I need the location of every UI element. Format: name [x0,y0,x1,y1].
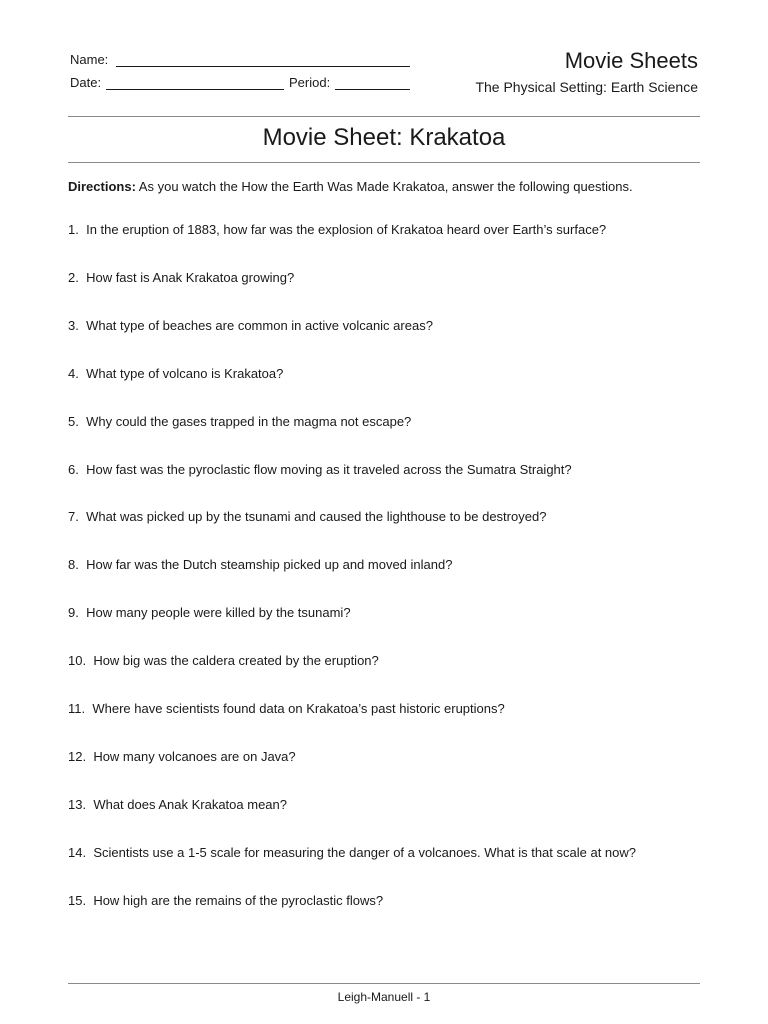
question-text: How fast was the pyroclastic flow moving as it traveled across the Sumatra Straight? [86,461,572,477]
question-item [68,701,505,716]
header-title: Movie Sheets [564,48,698,73]
question-item [68,749,296,764]
question-number: 13. [68,796,87,812]
question-item [68,222,606,237]
header-subtitle: The Physical Setting: Earth Science [475,79,698,95]
question-number: 9. [68,605,79,621]
question-text: What was picked up by the tsunami and caused the lighthouse to be destroyed? [86,509,547,525]
question-number: 5. [68,413,79,429]
question-text: How big was the caldera created by the eruption? [93,653,379,669]
question-item [68,462,572,477]
question-number: 3. [68,317,79,333]
question-text: How high are the remains of the pyroclastic flows? [93,892,384,908]
question-number: 8. [68,557,79,573]
question-number: 14. [68,844,87,860]
question-number: 2. [68,269,79,285]
footer-divider [68,983,700,984]
date-field[interactable] [106,89,284,90]
question-item [68,797,287,812]
question-item [68,605,351,620]
question-number: 10. [68,653,87,669]
directions-label: Directions: [68,179,136,194]
question-item [68,509,546,524]
name-field[interactable] [116,66,410,67]
question-item [68,557,452,572]
period-field[interactable] [335,89,410,90]
name-label: Name: [70,52,109,67]
question-text: What type of beaches are common in active volcanic areas? [86,317,433,333]
title-divider [68,162,700,163]
question-text: How many volcanoes are on Java? [93,748,296,764]
question-text: In the eruption of 1883, how far was the explosion of Krakatoa heard over Earth’s surface? [86,222,607,237]
date-label: Date: [70,75,102,90]
question-number: 12. [68,748,87,764]
page-footer: Leigh-Manuell - 1 [337,990,431,1004]
question-number: 7. [68,509,79,525]
question-number: 6. [68,461,79,477]
question-item [68,366,283,381]
question-item [68,414,411,429]
question-number: 4. [68,365,79,381]
question-number: 11. [68,701,86,716]
question-item [68,318,433,333]
question-text: Where have scientists found data on Krakatoa’s past historic eruptions? [92,701,505,716]
question-number: 15. [68,892,87,908]
top-divider [68,116,700,117]
question-text: How many people were killed by the tsunami? [86,605,351,621]
question-text: How fast is Anak Krakatoa growing? [86,269,295,285]
period-label: Period: [289,75,331,90]
question-text: Scientists use a 1-5 scale for measuring the danger of a volcanoes. What is that scale at now? [93,844,636,860]
question-text: What type of volcano is Krakatoa? [86,365,284,381]
directions-text: As you watch the How the Earth Was Made Krakatoa, answer the following questions. [135,179,633,194]
question-number: 1. [68,222,79,237]
question-item [68,653,379,668]
document-title: Movie Sheet: Krakatoa [262,124,506,151]
question-text: How far was the Dutch steamship picked up and moved inland? [86,557,453,573]
question-text: Why could the gases trapped in the magma not escape? [86,413,412,429]
question-item [68,893,383,908]
question-item [68,270,294,285]
question-text: What does Anak Krakatoa mean? [93,796,287,812]
directions [68,179,633,194]
question-item [68,845,636,860]
